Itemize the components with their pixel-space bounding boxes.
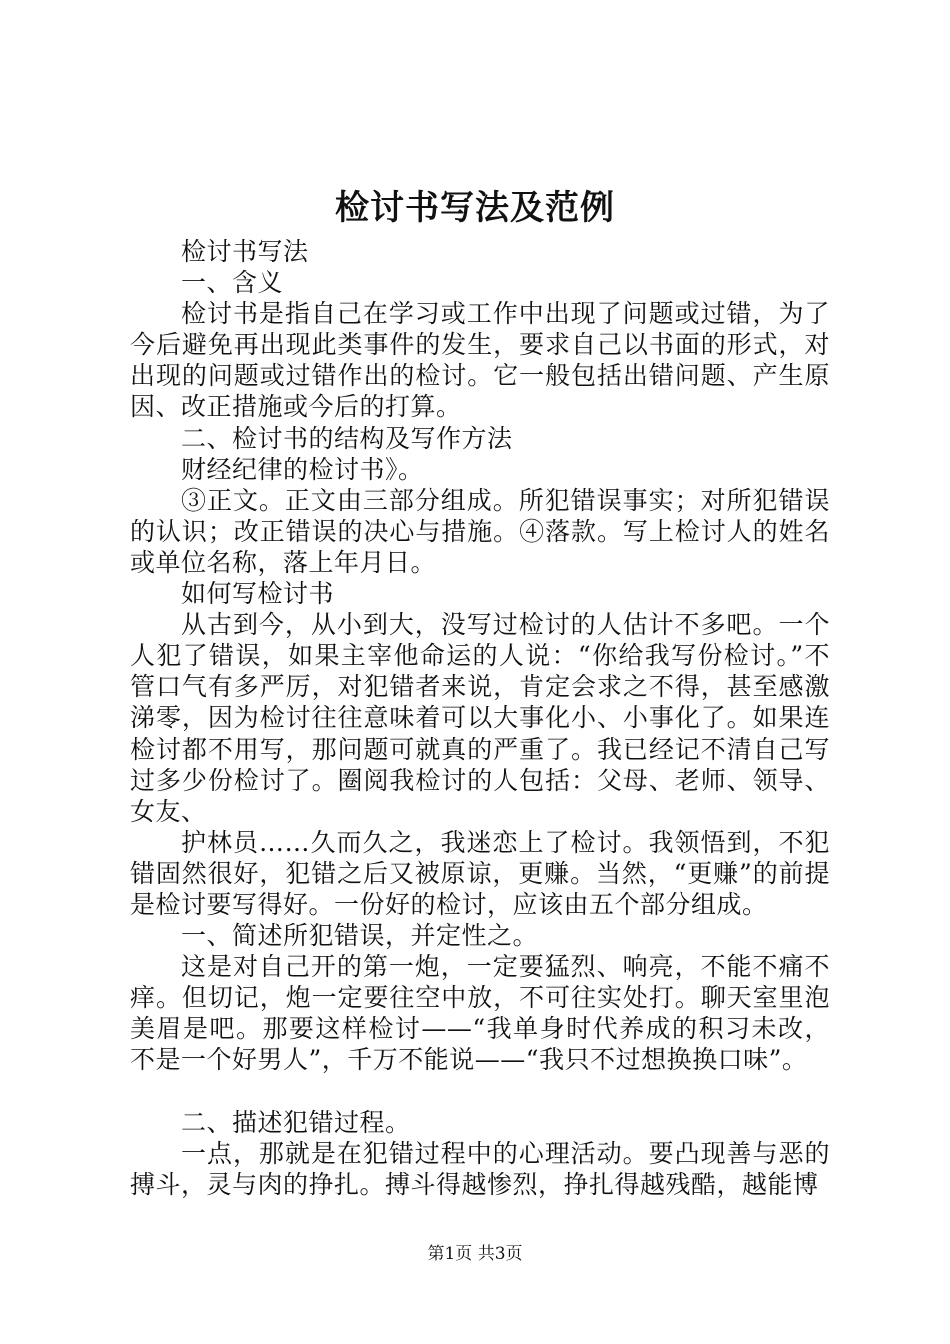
document-body: [130, 236, 830, 1200]
page-footer: 第1页 共3页: [427, 1244, 523, 1264]
paragraph-part-two: 二、描述犯错过程。: [181, 1107, 411, 1137]
paragraph-section-structure: 二、检讨书的结构及写作方法: [181, 423, 513, 453]
paragraph-heading-method: 检讨书写法: [181, 237, 309, 266]
paragraph-definition: 检讨书是指自己在学习或工作中出现了问题或过错，为了今后避免再出现此类事件的发生，要求自己以书面的形式，对出现的问题或过错作出的检讨。它一般包括出错问题、产生原因、改正措施或今后的打算。: [130, 299, 830, 422]
paragraph-first-shot: 这是对自己开的第一炮，一定要猛烈、响亮，不能不痛不痒。但切记，炮一定要往空中放，不可往实处打。聊天室里泡美眉是吧。那要这样检讨——“我单身时代养成的积习未改，不是一个好男人”，千万不能说——“我只不过想换换口味”。: [130, 952, 830, 1075]
paragraph-part-one: 一、简述所犯错误，并定性之。: [181, 921, 539, 951]
paragraph-section-meaning: 一、含义: [181, 268, 284, 298]
paragraph-ranger: 护林员……久而久之，我迷恋上了检讨。我领悟到，不犯错固然很好，犯错之后又被原谅，更赚。当然，“更赚”的前提是检讨要写得好。一份好的检讨，应该由五个部分组成。: [130, 827, 830, 919]
paragraph-how-to: 如何写检讨书: [181, 579, 335, 609]
paragraph-body-signature: ③正文。正文由三部分组成。所犯错误事实；对所犯错误的认识；改正错误的决心与措施。④落款。写上检讨人的姓名或单位名称，落上年月日。: [130, 485, 830, 577]
paragraph-intro: 从古到今，从小到大，没写过检讨的人估计不多吧。一个人犯了错误，如果主宰他命运的人说：“你给我写份检讨。”不管口气有多严厉，对犯错者来说，肯定会求之不得，甚至感激涕零，因为检讨往往意味着可以大事化小、小事化了。如果连检讨都不用写，那问题可就真的严重了。我已经记不清自己写过多少份检讨了。圈阅我检讨的人包括：父母、老师、领导、女友、: [130, 610, 830, 826]
paragraph-finance: 财经纪律的检讨书》。: [181, 454, 424, 484]
paragraph-process: 一点，那就是在犯错过程中的心理活动。要凸现善与恶的搏斗，灵与肉的挣扎。搏斗得越惨烈，挣扎得越残酷，越能博: [130, 1138, 830, 1199]
document-title: 检讨书写法及范例: [335, 188, 615, 228]
blank-line: [130, 1076, 830, 1107]
